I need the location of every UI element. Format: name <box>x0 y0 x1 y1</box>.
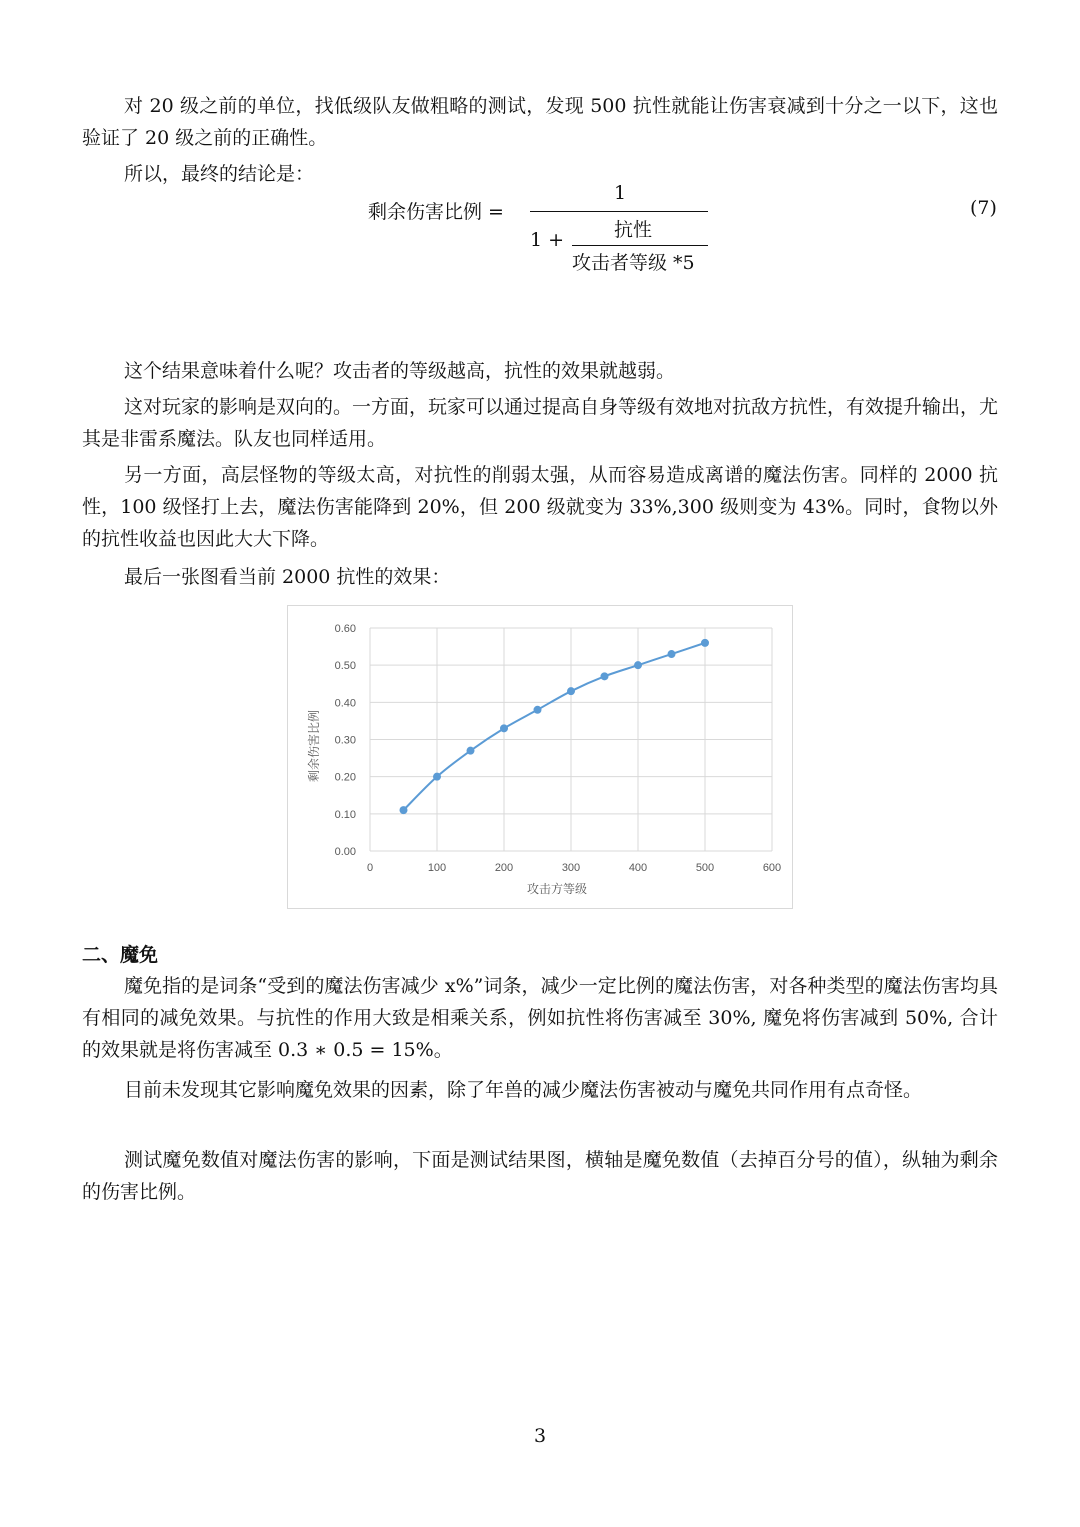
y-tick-label: 0.30 <box>334 734 356 747</box>
x-tick-label: 200 <box>494 862 514 874</box>
x-tick-label: 300 <box>561 862 581 874</box>
equation-inner-denominator: 攻击者等级 *5 <box>572 252 695 274</box>
paragraph-high-level-monsters: 另一方面，高层怪物的等级太高，对抗性的削弱太强，从而容易造成离谱的魔法伤害。同样的 2000 抗性，100 级怪打上去，魔法伤害能降到 20%，但 200 级就变为 33%,300 级则变为 43%。同时，食物以外的抗性收益也因此大大下降。 <box>82 464 998 550</box>
x-tick-label: 400 <box>628 862 648 874</box>
data-point <box>500 724 508 732</box>
data-point <box>567 687 575 695</box>
paragraph-intro: 对 20 级之前的单位，找低级队友做粗略的测试，发现 500 抗性就能让伤害衰减到十分之一以下，这也验证了 20 级之前的正确性。 <box>82 95 998 149</box>
x-tick-label: 600 <box>762 862 782 874</box>
equation-denominator-one: 1 + <box>530 229 565 251</box>
data-point <box>467 747 475 755</box>
data-point <box>534 706 542 714</box>
y-tick-label: 0.10 <box>334 808 356 821</box>
x-tick-label: 0 <box>366 862 374 874</box>
paragraph-magic-immunity-definition: 魔免指的是词条“受到的魔法伤害减少 x%”词条，减少一定比例的魔法伤害，对各种类型的魔法伤害均具有相同的减免效果。与抗性的作用大致是相乘关系，例如抗性将伤害减至 30%, 魔免将伤害减到 50%, 合计的效果就是将伤害减至 0.3 ∗ 0.5 = 15%。 <box>82 975 998 1061</box>
resistance-chart <box>287 605 793 909</box>
chart-svg <box>288 606 792 908</box>
y-tick-label: 0.00 <box>334 846 356 858</box>
x-tick-label: 500 <box>695 862 715 874</box>
data-point <box>601 672 609 680</box>
y-axis-label: 剩余伤害比例 <box>307 709 321 783</box>
paragraph-player-impact: 这对玩家的影响是双向的。一方面，玩家可以通过提高自身等级有效地对抗敌方抗性，有效提升输出，尤其是非雷系魔法。队友也同样适用。 <box>82 396 999 450</box>
paragraph-conclusion-lead: 所以，最终的结论是： <box>124 163 315 185</box>
fraction-bar <box>530 211 708 212</box>
y-tick-label: 0.20 <box>334 771 356 784</box>
grid-layer <box>370 628 772 851</box>
y-tick-label: 0.40 <box>334 697 356 710</box>
section-heading-magic-immunity: 二、魔免 <box>82 944 159 966</box>
y-tick-label: 0.60 <box>334 623 356 635</box>
x-tick-label: 100 <box>427 862 447 874</box>
series-line <box>404 643 706 810</box>
data-point <box>668 650 676 658</box>
data-point <box>701 639 709 647</box>
equation-number: (7) <box>970 197 997 219</box>
inner-fraction-bar <box>572 245 708 246</box>
data-point <box>433 773 441 781</box>
paragraph-magic-immunity-test: 测试魔免数值对魔法伤害的影响，下面是测试结果图，横轴是魔免数值（去掉百分号的值），纵轴为剩余的伤害比例。 <box>82 1149 998 1203</box>
y-tick-label: 0.50 <box>334 660 356 673</box>
x-axis-label: 攻击方等级 <box>526 882 588 896</box>
equation-inner-numerator: 抗性 <box>614 219 653 241</box>
tick-layer <box>335 623 782 874</box>
equation-7 <box>0 180 1080 274</box>
equation-lhs: 剩余伤害比例 = <box>368 201 504 223</box>
paragraph-magic-immunity-factors: 目前未发现其它影响魔免效果的因素，除了年兽的减少魔法伤害被动与魔免共同作用有点奇怪。 <box>124 1079 923 1101</box>
paragraph-final-chart-intro: 最后一张图看当前 2000 抗性的效果： <box>124 566 451 588</box>
data-point <box>400 806 408 814</box>
equation-numerator: 1 <box>614 182 627 204</box>
paragraph-meaning: 这个结果意味着什么呢？攻击者的等级越高，抗性的效果就越弱。 <box>124 360 676 382</box>
page-number: 3 <box>533 1425 547 1447</box>
data-point <box>634 661 642 669</box>
